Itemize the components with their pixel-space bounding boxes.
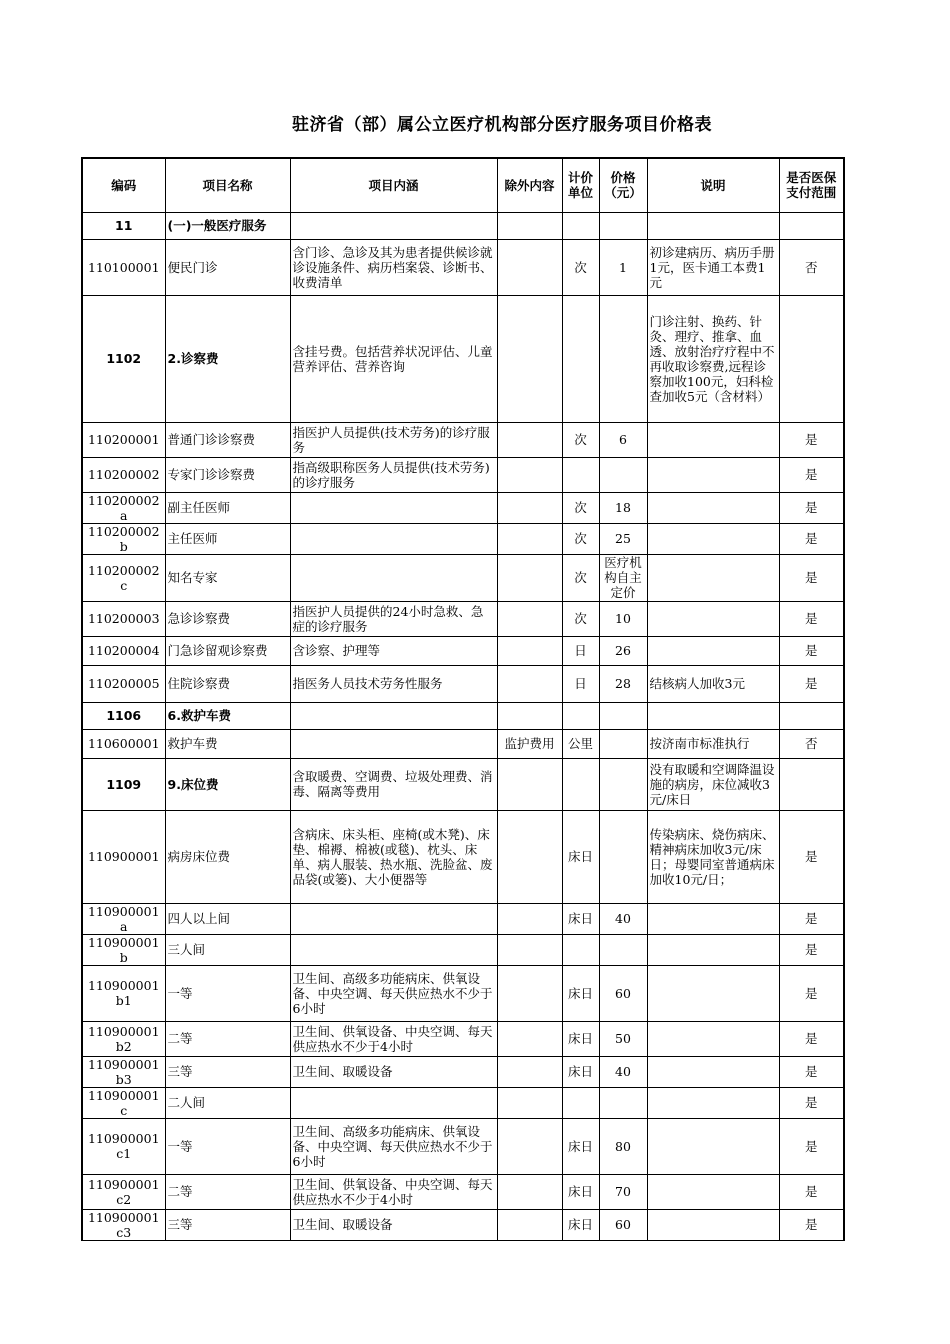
cell-content: [290, 903, 497, 934]
cell-unit: 床日: [562, 810, 599, 903]
cell-content: 含取暖费、空调费、垃圾处理费、消毒、隔离等费用: [290, 758, 497, 810]
header-note: 说明: [647, 158, 779, 212]
cell-name: 6.救护车费: [165, 702, 290, 729]
cell-excluded: [497, 1174, 562, 1209]
cell-price: 26: [599, 636, 647, 665]
cell-unit: [562, 758, 599, 810]
cell-unit: [562, 934, 599, 965]
cell-note: [647, 1118, 779, 1174]
cell-excluded: [497, 457, 562, 492]
cell-code: 110900001c3: [82, 1209, 165, 1240]
cell-insurance: 是: [779, 636, 844, 665]
cell-excluded: [497, 554, 562, 601]
cell-code: 110900001b: [82, 934, 165, 965]
cell-insurance: 是: [779, 903, 844, 934]
cell-name: 二等: [165, 1021, 290, 1056]
cell-content: 卫生间、供氧设备、中央空调、每天供应热水不少于4小时: [290, 1174, 497, 1209]
cell-code: 110200002b: [82, 523, 165, 554]
cell-note: [647, 702, 779, 729]
header-name: 项目名称: [165, 158, 290, 212]
cell-note: [647, 523, 779, 554]
cell-excluded: [497, 1021, 562, 1056]
cell-unit: 次: [562, 554, 599, 601]
cell-insurance: 是: [779, 457, 844, 492]
cell-code: 110900001c1: [82, 1118, 165, 1174]
header-code: 编码: [82, 158, 165, 212]
cell-unit: [562, 1087, 599, 1118]
cell-price: 医疗机构自主定价: [599, 554, 647, 601]
cell-name: 三等: [165, 1056, 290, 1087]
table-row: [82, 729, 844, 758]
table-row: [82, 295, 844, 422]
cell-insurance: 是: [779, 492, 844, 523]
cell-unit: 次: [562, 239, 599, 295]
cell-content: [290, 729, 497, 758]
cell-note: [647, 1087, 779, 1118]
header-row: [82, 158, 844, 212]
cell-note: [647, 1174, 779, 1209]
cell-note: [647, 903, 779, 934]
header-excluded: 除外内容: [497, 158, 562, 212]
cell-unit: 次: [562, 492, 599, 523]
cell-content: 卫生间、高级多功能病床、供氧设备、中央空调、每天供应热水不少于6小时: [290, 1118, 497, 1174]
table-row: [82, 758, 844, 810]
cell-insurance: [779, 758, 844, 810]
cell-insurance: 否: [779, 729, 844, 758]
cell-note: [647, 965, 779, 1021]
cell-name: 一等: [165, 965, 290, 1021]
cell-code: 110900001b1: [82, 965, 165, 1021]
cell-excluded: [497, 702, 562, 729]
cell-excluded: [497, 422, 562, 457]
cell-excluded: [497, 1118, 562, 1174]
cell-excluded: [497, 636, 562, 665]
cell-insurance: 是: [779, 523, 844, 554]
cell-unit: 床日: [562, 1118, 599, 1174]
cell-code: 110900001b3: [82, 1056, 165, 1087]
cell-code: 1106: [82, 702, 165, 729]
cell-price: [599, 729, 647, 758]
cell-note: [647, 1209, 779, 1240]
header-unit: 计价单位: [562, 158, 599, 212]
table-row: [82, 702, 844, 729]
cell-insurance: [779, 295, 844, 422]
cell-price: [599, 212, 647, 239]
cell-note: [647, 1021, 779, 1056]
cell-code: 110200004: [82, 636, 165, 665]
cell-content: 含病床、床头柜、座椅(或木凳)、床垫、棉褥、棉被(或毯)、枕头、床单、病人服装、热水瓶、洗脸盆、废品袋(或篓)、大小便器等: [290, 810, 497, 903]
cell-content: 卫生间、供氧设备、中央空调、每天供应热水不少于4小时: [290, 1021, 497, 1056]
cell-note: [647, 934, 779, 965]
cell-unit: 次: [562, 523, 599, 554]
cell-excluded: [497, 665, 562, 702]
table-row: [82, 665, 844, 702]
cell-excluded: [497, 758, 562, 810]
cell-insurance: 是: [779, 1087, 844, 1118]
cell-content: [290, 492, 497, 523]
cell-unit: [562, 702, 599, 729]
cell-excluded: 监护费用: [497, 729, 562, 758]
table-row: [82, 492, 844, 523]
cell-excluded: [497, 212, 562, 239]
cell-name: 9.床位费: [165, 758, 290, 810]
cell-name: 副主任医师: [165, 492, 290, 523]
cell-content: [290, 523, 497, 554]
cell-code: 110900001c2: [82, 1174, 165, 1209]
cell-content: [290, 934, 497, 965]
cell-code: 110900001: [82, 810, 165, 903]
cell-code: 11: [82, 212, 165, 239]
cell-excluded: [497, 903, 562, 934]
cell-excluded: [497, 492, 562, 523]
cell-unit: 次: [562, 422, 599, 457]
cell-excluded: [497, 601, 562, 636]
cell-unit: [562, 295, 599, 422]
cell-insurance: [779, 702, 844, 729]
cell-insurance: 是: [779, 554, 844, 601]
cell-excluded: [497, 1056, 562, 1087]
cell-note: [647, 554, 779, 601]
cell-unit: 床日: [562, 1174, 599, 1209]
cell-name: (一)一般医疗服务: [165, 212, 290, 239]
cell-code: 110900001b2: [82, 1021, 165, 1056]
cell-name: 门急诊留观诊察费: [165, 636, 290, 665]
cell-unit: 公里: [562, 729, 599, 758]
cell-insurance: 是: [779, 665, 844, 702]
cell-content: 卫生间、高级多功能病床、供氧设备、中央空调、每天供应热水不少于6小时: [290, 965, 497, 1021]
cell-unit: 床日: [562, 965, 599, 1021]
cell-insurance: 是: [779, 810, 844, 903]
cell-content: 含诊察、护理等: [290, 636, 497, 665]
cell-insurance: 否: [779, 239, 844, 295]
cell-excluded: [497, 1087, 562, 1118]
cell-insurance: 是: [779, 422, 844, 457]
cell-excluded: [497, 239, 562, 295]
cell-content: 指高级职称医务人员提供(技术劳务)的诊疗服务: [290, 457, 497, 492]
cell-excluded: [497, 523, 562, 554]
table-row: [82, 1174, 844, 1209]
cell-insurance: 是: [779, 1056, 844, 1087]
cell-note: [647, 212, 779, 239]
cell-name: 一等: [165, 1118, 290, 1174]
cell-note: [647, 1056, 779, 1087]
cell-name: 三人间: [165, 934, 290, 965]
cell-note: [647, 422, 779, 457]
page-title: 驻济省（部）属公立医疗机构部分医疗服务项目价格表: [292, 115, 712, 135]
cell-price: 18: [599, 492, 647, 523]
cell-code: 1109: [82, 758, 165, 810]
cell-insurance: 是: [779, 601, 844, 636]
cell-content: 卫生间、取暖设备: [290, 1056, 497, 1087]
cell-excluded: [497, 965, 562, 1021]
cell-content: [290, 1087, 497, 1118]
cell-code: 110900001c: [82, 1087, 165, 1118]
cell-code: 110200002a: [82, 492, 165, 523]
cell-price: 40: [599, 1056, 647, 1087]
cell-note: 按济南市标准执行: [647, 729, 779, 758]
cell-price: 25: [599, 523, 647, 554]
table-row: [82, 601, 844, 636]
cell-code: 110200002: [82, 457, 165, 492]
cell-unit: 次: [562, 601, 599, 636]
cell-name: 住院诊察费: [165, 665, 290, 702]
cell-note: [647, 492, 779, 523]
cell-price: [599, 758, 647, 810]
cell-name: 知名专家: [165, 554, 290, 601]
cell-name: 二等: [165, 1174, 290, 1209]
cell-unit: [562, 212, 599, 239]
cell-name: 二人间: [165, 1087, 290, 1118]
cell-code: 1102: [82, 295, 165, 422]
cell-unit: 日: [562, 636, 599, 665]
cell-code: 110200002c: [82, 554, 165, 601]
cell-name: 病房床位费: [165, 810, 290, 903]
cell-excluded: [497, 934, 562, 965]
cell-price: [599, 810, 647, 903]
cell-code: 110100001: [82, 239, 165, 295]
cell-note: [647, 457, 779, 492]
cell-name: 2.诊察费: [165, 295, 290, 422]
cell-name: 专家门诊诊察费: [165, 457, 290, 492]
table-row: [82, 1209, 844, 1240]
cell-insurance: 是: [779, 1118, 844, 1174]
cell-insurance: 是: [779, 965, 844, 1021]
cell-content: 指医护人员提供的24小时急救、急症的诊疗服务: [290, 601, 497, 636]
cell-note: [647, 601, 779, 636]
cell-price: 40: [599, 903, 647, 934]
table-row: [82, 636, 844, 665]
cell-unit: 日: [562, 665, 599, 702]
table-row: [82, 1087, 844, 1118]
cell-excluded: [497, 295, 562, 422]
cell-insurance: 是: [779, 1021, 844, 1056]
cell-note: 结核病人加收3元: [647, 665, 779, 702]
cell-price: 6: [599, 422, 647, 457]
cell-insurance: 是: [779, 1209, 844, 1240]
cell-code: 110200003: [82, 601, 165, 636]
cell-price: [599, 1087, 647, 1118]
table-row: [82, 965, 844, 1021]
cell-name: 三等: [165, 1209, 290, 1240]
cell-price: [599, 934, 647, 965]
cell-name: 急诊诊察费: [165, 601, 290, 636]
table-row: [82, 1118, 844, 1174]
cell-price: 10: [599, 601, 647, 636]
cell-code: 110200001: [82, 422, 165, 457]
cell-unit: 床日: [562, 1209, 599, 1240]
cell-price: 50: [599, 1021, 647, 1056]
cell-insurance: 是: [779, 934, 844, 965]
cell-note: 初诊建病历、病历手册1元，医卡通工本费1元: [647, 239, 779, 295]
cell-content: 指医务人员技术劳务性服务: [290, 665, 497, 702]
cell-unit: 床日: [562, 903, 599, 934]
cell-content: [290, 702, 497, 729]
table-row: [82, 239, 844, 295]
cell-content: 含门诊、急诊及其为患者提供候诊就诊设施条件、病历档案袋、诊断书、收费清单: [290, 239, 497, 295]
table-body: [82, 212, 844, 1240]
cell-content: [290, 554, 497, 601]
table-row: [82, 934, 844, 965]
cell-price: 1: [599, 239, 647, 295]
cell-unit: 床日: [562, 1056, 599, 1087]
cell-price: [599, 457, 647, 492]
cell-unit: [562, 457, 599, 492]
table-row: [82, 1056, 844, 1087]
table-row: [82, 810, 844, 903]
cell-name: 普通门诊诊察费: [165, 422, 290, 457]
table-row: [82, 523, 844, 554]
cell-unit: 床日: [562, 1021, 599, 1056]
cell-price: 70: [599, 1174, 647, 1209]
cell-note: [647, 636, 779, 665]
cell-name: 四人以上间: [165, 903, 290, 934]
cell-note: 没有取暖和空调降温设施的病房，床位减收3元/床日: [647, 758, 779, 810]
table-row: [82, 1021, 844, 1056]
cell-insurance: 是: [779, 1174, 844, 1209]
header-content: 项目内涵: [290, 158, 497, 212]
cell-price: 60: [599, 965, 647, 1021]
price-table: [81, 157, 845, 1241]
cell-name: 救护车费: [165, 729, 290, 758]
table-row: [82, 457, 844, 492]
cell-code: 110200005: [82, 665, 165, 702]
table-row: [82, 422, 844, 457]
cell-insurance: [779, 212, 844, 239]
cell-excluded: [497, 810, 562, 903]
cell-price: 80: [599, 1118, 647, 1174]
cell-price: [599, 295, 647, 422]
cell-price: 28: [599, 665, 647, 702]
cell-content: 含挂号费。包括营养状况评估、儿童营养评估、营养咨询: [290, 295, 497, 422]
cell-content: 卫生间、取暖设备: [290, 1209, 497, 1240]
cell-price: 60: [599, 1209, 647, 1240]
cell-content: 指医护人员提供(技术劳务)的诊疗服务: [290, 422, 497, 457]
header-insurance: 是否医保支付范围: [779, 158, 844, 212]
cell-note: 门诊注射、换药、针灸、理疗、推拿、血透、放射治疗疗程中不再收取诊察费,远程诊察加收100元，妇科检查加收5元（含材料）: [647, 295, 779, 422]
cell-note: 传染病床、烧伤病床、精神病床加收3元/床日；母婴同室普通病床加收10元/日；: [647, 810, 779, 903]
cell-name: 便民门诊: [165, 239, 290, 295]
cell-content: [290, 212, 497, 239]
cell-price: [599, 702, 647, 729]
table-row: [82, 903, 844, 934]
table-row: [82, 554, 844, 601]
cell-excluded: [497, 1209, 562, 1240]
cell-code: 110600001: [82, 729, 165, 758]
cell-code: 110900001a: [82, 903, 165, 934]
table-row: [82, 212, 844, 239]
header-price: 价格（元）: [599, 158, 647, 212]
cell-name: 主任医师: [165, 523, 290, 554]
